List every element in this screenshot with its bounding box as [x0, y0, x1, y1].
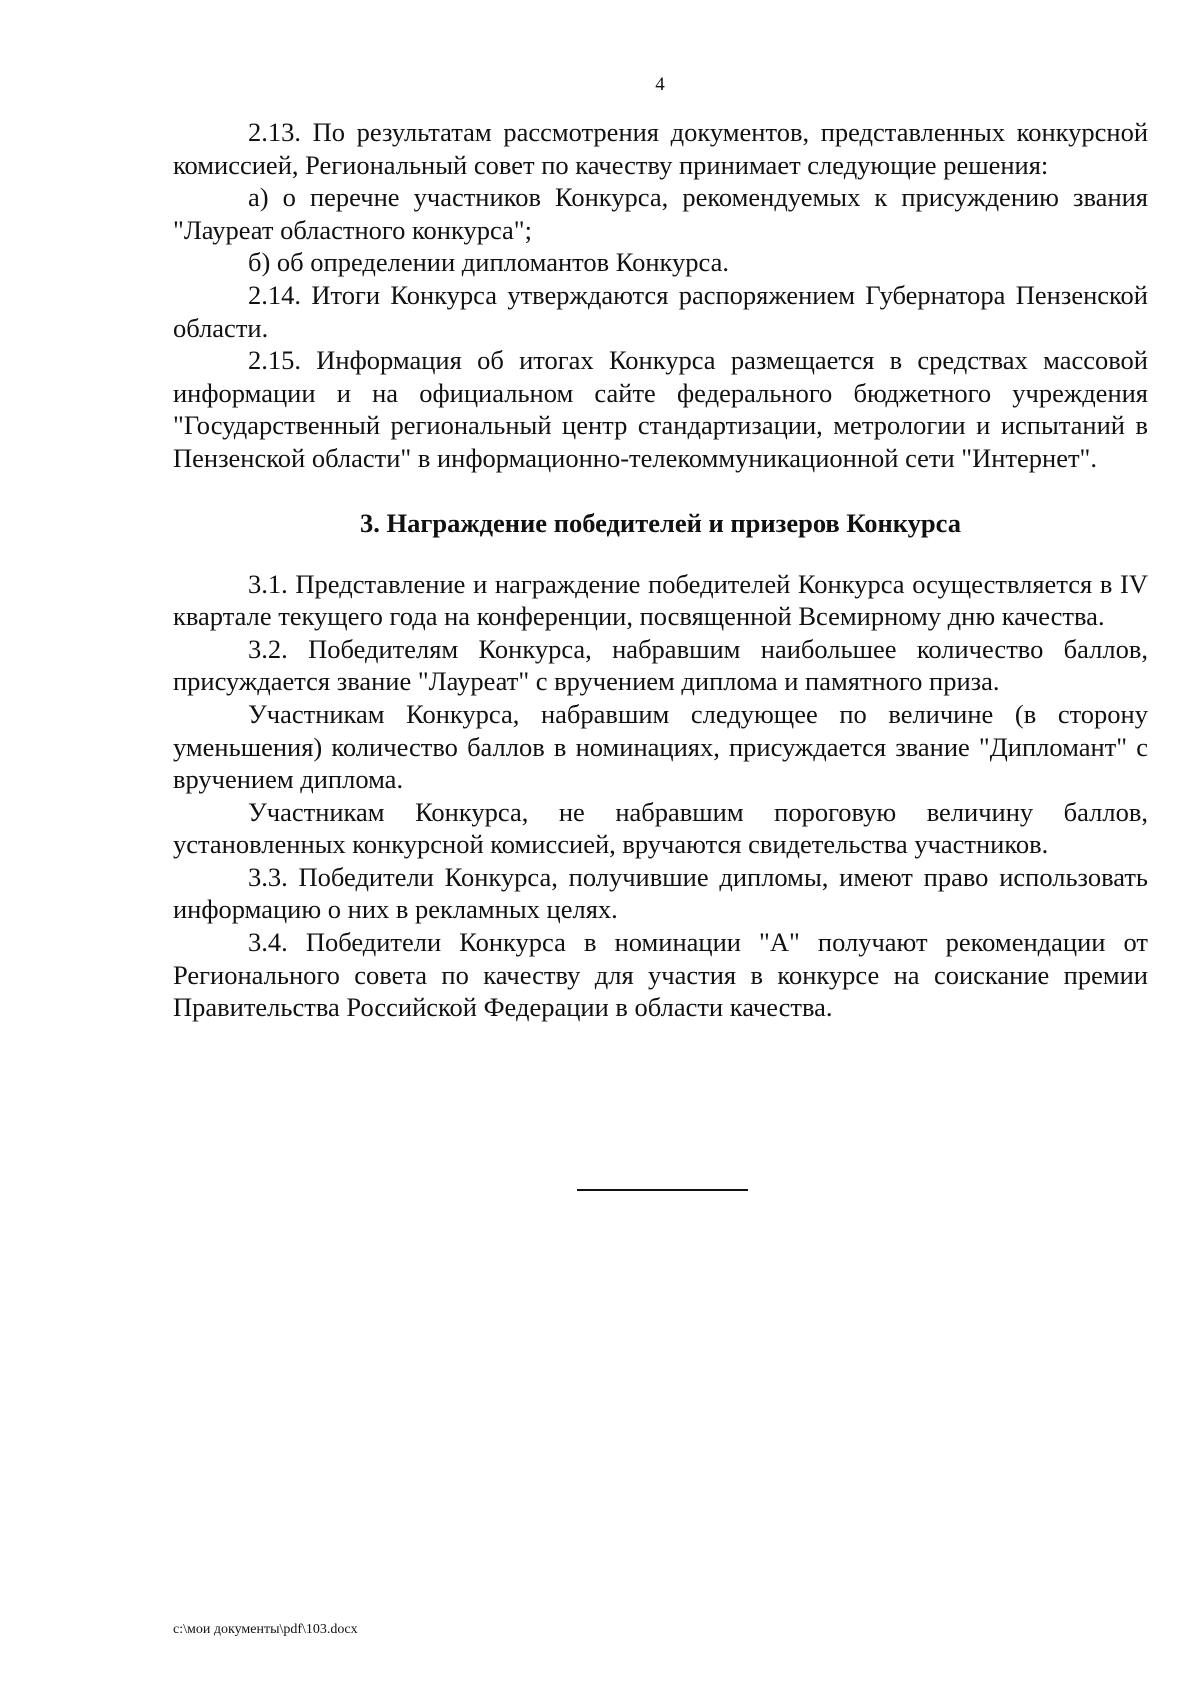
paragraph-2-15: 2.15. Информация об итогах Конкурса размещается в средствах массовой информации и на официальном сайте федерального бюджетного учреждения "Государственный региональный центр стандартизации, метрологии и испытаний в Пензенской области" в информационно-телекоммуникационной сети "Интернет". — [173, 345, 1148, 473]
spacer — [173, 475, 1148, 507]
section-3-heading: 3. Награждение победителей и призеров Конкурса — [360, 507, 961, 538]
paragraph-2-13: 2.13. По результатам рассмотрения документов, представленных конкурсной комиссией, Региональный совет по качеству принимает следующие решения: — [173, 117, 1148, 180]
paragraph-2-14: 2.14. Итоги Конкурса утверждаются распоряжением Губернатора Пензенской области. — [173, 279, 1148, 343]
document-body — [173, 116, 1148, 1024]
spacer — [173, 539, 1148, 568]
paragraph-3-1: 3.1. Представление и награждение победителей Конкурса осуществляется в IV квартале текущего года на конференции, посвященной Всемирному дню качества. — [173, 568, 1148, 632]
paragraph-3-2-diplomant: Участникам Конкурса, набравшим следующее по величине (в сторону уменьшения) количество баллов в номинациях, присуждается звание "Дипломант" с вручением диплома. — [173, 698, 1148, 795]
page-number: 4 — [655, 74, 665, 95]
paragraph-2-13-b: б) об определении дипломантов Конкурса. — [248, 247, 730, 278]
paragraph-3-4: 3.4. Победители Конкурса в номинации "А" получают рекомендации от Регионального совета по качеству для участия в конкурсе на соискание премии Правительства Российской Федерации в области качества. — [173, 927, 1148, 1023]
paragraph-3-2: 3.2. Победителям Конкурса, набравшим наибольшее количество баллов, присуждается звание "Лауреат" с вручением диплома и памятного приза. — [173, 633, 1148, 697]
footer-file-path: c:\мои документы\pdf\103.docx — [173, 1622, 358, 1637]
paragraph-3-3: 3.3. Победители Конкурса, получившие дипломы, имеют право использовать информацию о них в рекламных целях. — [173, 861, 1148, 925]
closing-divider — [577, 1189, 748, 1191]
paragraph-2-13-a: а) о перечне участников Конкурса, рекомендуемых к присуждению звания "Лауреат областного конкурса"; — [173, 182, 1148, 245]
paragraph-3-2-participants: Участникам Конкурса, не набравшим пороговую величину баллов, установленных конкурсной комиссией, вручаются свидетельства участников. — [173, 796, 1148, 860]
